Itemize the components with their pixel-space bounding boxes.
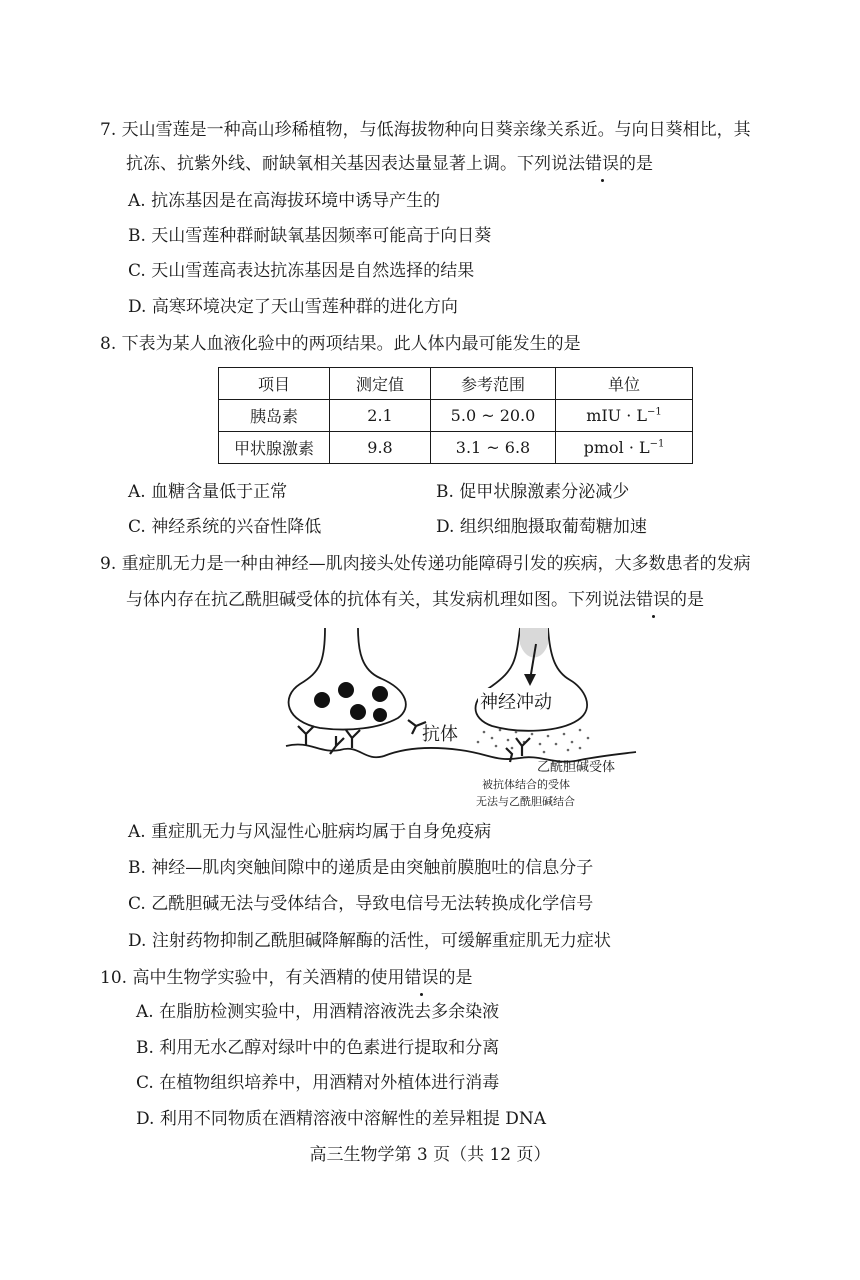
acetylcholine-dots bbox=[477, 729, 590, 754]
q10-stem-text: 10. 高中生物学实验中，有关酒精的使用 bbox=[100, 968, 405, 988]
q9-option-c: C. 乙酰胆碱无法与受体结合，导致电信号无法转换成化学信号 bbox=[128, 894, 594, 914]
label-bound-receptor-2: 无法与乙酰胆碱结合 bbox=[476, 795, 575, 808]
unit-text: mIU · L bbox=[586, 406, 648, 425]
q10-stem bbox=[100, 966, 472, 990]
presynaptic-terminal-left bbox=[289, 628, 406, 730]
cell-item: 胰岛素 bbox=[219, 400, 330, 432]
cell-value: 2.1 bbox=[330, 400, 431, 432]
q9-option-d: D. 注射药物抑制乙酰胆碱降解酶的活性，可缓解重症肌无力症状 bbox=[128, 931, 611, 951]
synaptic-vesicles bbox=[314, 682, 388, 722]
header-value: 测定值 bbox=[330, 368, 431, 400]
q10-option-b: B. 利用无水乙醇对绿叶中的色素进行提取和分离 bbox=[136, 1038, 500, 1058]
table-header-row bbox=[219, 368, 693, 400]
q10-option-d: D. 利用不同物质在酒精溶液中溶解性的差异粗提 DNA bbox=[136, 1109, 547, 1129]
header-item: 项目 bbox=[219, 368, 330, 400]
q7-stem-tail: 的是 bbox=[619, 154, 653, 174]
q10-emphasis: 错误 bbox=[404, 968, 439, 988]
q8-option-a: A. 血糖含量低于正常 bbox=[128, 482, 288, 502]
unit-text: pmol · L bbox=[583, 438, 650, 457]
q7-stem-line1: 7. 天山雪莲是一种高山珍稀植物，与低海拔物种向日葵亲缘关系近。与向日葵相比，其 bbox=[100, 120, 751, 140]
q8-option-c: C. 神经系统的兴奋性降低 bbox=[128, 517, 322, 537]
cell-value: 9.8 bbox=[330, 432, 431, 464]
header-unit: 单位 bbox=[556, 368, 693, 400]
q9-option-b: B. 神经—肌肉突触间隙中的递质是由突触前膜胞吐的信息分子 bbox=[128, 858, 594, 878]
q10-option-c: C. 在植物组织培养中，用酒精对外植体进行消毒 bbox=[136, 1073, 500, 1093]
label-bound-receptor-1: 被抗体结合的受体 bbox=[482, 778, 570, 791]
blood-test-table bbox=[218, 367, 693, 464]
q7-option-c: C. 天山雪莲高表达抗冻基因是自然选择的结果 bbox=[128, 261, 475, 281]
q9-stem-text: 与体内存在抗乙酰胆碱受体的抗体有关，其发病机理如图。下列说法 bbox=[126, 590, 636, 610]
q8-option-d: D. 组织细胞摄取葡萄糖加速 bbox=[436, 517, 647, 537]
unit-exponent: −1 bbox=[647, 406, 662, 418]
q7-option-a: A. 抗冻基因是在高海拔环境中诱导产生的 bbox=[128, 191, 441, 211]
q9-stem-line1: 9. 重症肌无力是一种由神经—肌肉接头处传递功能障碍引发的疾病，大多数患者的发病 bbox=[100, 554, 751, 574]
q8-option-b: B. 促甲状腺激素分泌减少 bbox=[436, 482, 630, 502]
q7-stem-line2 bbox=[126, 152, 653, 176]
q7-option-b: B. 天山雪莲种群耐缺氧基因频率可能高于向日葵 bbox=[128, 226, 492, 246]
cell-range: 3.1 ~ 6.8 bbox=[431, 432, 556, 464]
q7-emphasis: 错误 bbox=[585, 154, 619, 174]
q10-option-a: A. 在脂肪检测实验中，用酒精溶液洗去多余染液 bbox=[136, 1002, 500, 1022]
header-range: 参考范围 bbox=[431, 368, 556, 400]
unit-exponent: −1 bbox=[649, 438, 665, 450]
q7-option-d: D. 高寒环境决定了天山雪莲种群的进化方向 bbox=[128, 297, 458, 317]
page-footer: 高三生物学第 3 页（共 12 页） bbox=[309, 1145, 551, 1165]
q9-stem-line2 bbox=[126, 588, 704, 612]
q9-stem-tail: 的是 bbox=[670, 590, 704, 610]
q10-stem-tail: 的是 bbox=[438, 968, 473, 988]
label-antibody: 抗体 bbox=[422, 724, 458, 745]
table-row bbox=[219, 432, 693, 464]
q9-emphasis: 错误 bbox=[636, 590, 670, 610]
cell-item: 甲状腺激素 bbox=[219, 432, 330, 464]
q7-stem-text: 抗冻、抗紫外线、耐缺氧相关基因表达量显著上调。下列说法 bbox=[126, 154, 585, 174]
neuromuscular-junction-diagram bbox=[280, 622, 640, 812]
label-nerve-impulse: 神经冲动 bbox=[478, 688, 554, 714]
table-row bbox=[219, 400, 693, 432]
q9-option-a: A. 重症肌无力与风湿性心脏病均属于自身免疫病 bbox=[128, 822, 492, 842]
label-ach-receptor: 乙酰胆碱受体 bbox=[537, 760, 616, 775]
q8-stem: 8. 下表为某人血液化验中的两项结果。此人体内最可能发生的是 bbox=[100, 334, 581, 354]
cell-unit bbox=[556, 432, 693, 464]
cell-range: 5.0 ~ 20.0 bbox=[431, 400, 556, 432]
cell-unit bbox=[556, 400, 693, 432]
